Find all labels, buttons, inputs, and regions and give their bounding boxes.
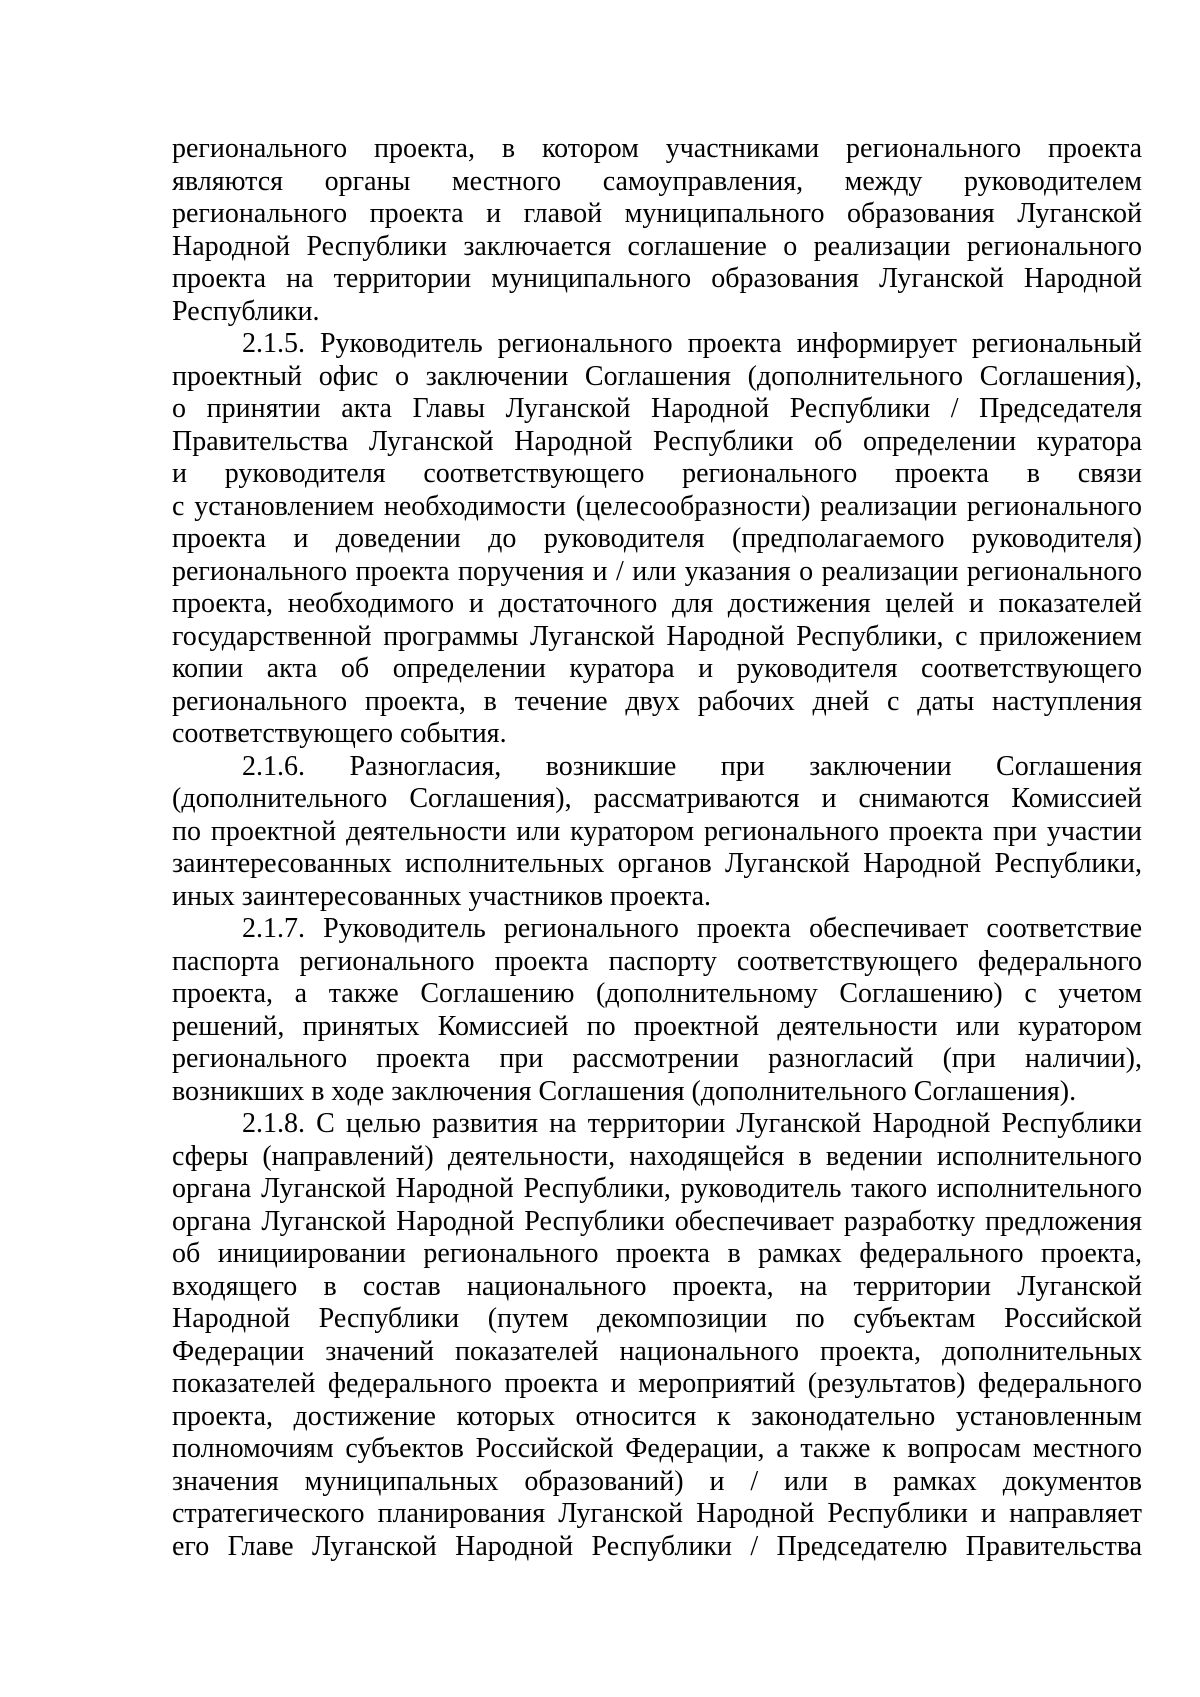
text-line: иных заинтересованных участников проекта. — [172, 880, 712, 912]
text-line: с установлением необходимости (целесообразности) реализации регионального — [172, 490, 1142, 522]
text-line: органа Луганской Народной Республики, руководитель такого исполнительного — [172, 1173, 1142, 1204]
text-line: по проектной деятельности или куратором регионального проекта при участии — [172, 815, 1142, 847]
text-line: 2.1.6. Разногласия, возникшие при заключении Соглашения — [242, 750, 1142, 782]
text-line: регионального проекта и главой муниципального образования Луганской — [172, 198, 1142, 229]
text-line: государственной программы Луганской Народной Республики, с приложением — [172, 620, 1142, 652]
text-line: полномочиям субъектов Российской Федерации, а также к вопросам местного — [172, 1433, 1142, 1464]
text-line: проекта, достижение которых относится к законодательно установленным — [172, 1400, 1142, 1432]
text-line: являются органы местного самоуправления, между руководителем — [172, 165, 1142, 197]
text-line: Народной Республики заключается соглашение о реализации регионального — [172, 230, 1142, 262]
text-line: соответствующего события. — [172, 718, 507, 749]
paragraph-2-1-6 — [172, 751, 1142, 914]
text-line: паспорта регионального проекта паспорту соответствующего федерального — [172, 945, 1142, 977]
text-line: заинтересованных исполнительных органов Луганской Народной Республики, — [172, 848, 1142, 879]
text-line: органа Луганской Народной Республики обеспечивает разработку предложения — [172, 1205, 1142, 1237]
text-line: 2.1.5. Руководитель регионального проекта информирует региональный — [242, 328, 1142, 359]
text-line: Республики. — [172, 295, 320, 327]
text-line: регионального проекта при рассмотрении разногласий (при наличии), — [172, 1043, 1142, 1074]
text-line: Правительства Луганской Народной Республики об определении куратора — [172, 425, 1142, 457]
text-line: проекта, а также Соглашению (дополнительному Соглашению) с учетом — [172, 978, 1142, 1009]
paragraph-2-1-7 — [172, 913, 1142, 1108]
text-line: Народной Республики (путем декомпозиции по субъектам Российской — [172, 1303, 1142, 1334]
text-line: решений, принятых Комиссией по проектной деятельности или куратором — [172, 1010, 1142, 1042]
text-line: 2.1.8. С целью развития на территории Луганской Народной Республики — [242, 1108, 1142, 1139]
text-line: его Главе Луганской Народной Республики / Председателю Правительства — [172, 1530, 1142, 1562]
paragraph-2-1-8 — [172, 1108, 1142, 1563]
paragraph-2-1-5 — [172, 328, 1142, 751]
text-line: сферы (направлений) деятельности, находящейся в ведении исполнительного — [172, 1140, 1142, 1172]
text-line: об инициировании регионального проекта в рамках федерального проекта, — [172, 1238, 1142, 1269]
text-line: регионального проекта, в течение двух рабочих дней с даты наступления — [172, 685, 1142, 717]
text-line: копии акта об определении куратора и руководителя соответствующего — [172, 653, 1142, 684]
text-line: регионального проекта, в котором участниками регионального проекта — [172, 133, 1142, 164]
text-line: входящего в состав национального проекта, на территории Луганской — [172, 1270, 1142, 1302]
text-line: значения муниципальных образований) и / или в рамках документов — [172, 1465, 1142, 1497]
text-line: проекта, необходимого и достаточного для достижения целей и показателей — [172, 588, 1142, 619]
text-line: 2.1.7. Руководитель регионального проекта обеспечивает соответствие — [242, 913, 1142, 944]
text-line: и руководителя соответствующего регионального проекта в связи — [172, 458, 1142, 489]
text-line: Федерации значений показателей национального проекта, дополнительных — [172, 1335, 1142, 1367]
text-line: о принятии акта Главы Луганской Народной Республики / Председателя — [172, 393, 1142, 424]
document-page — [172, 133, 1142, 1563]
text-line: проекта и доведении до руководителя (предполагаемого руководителя) — [172, 523, 1142, 554]
text-line: (дополнительного Соглашения), рассматриваются и снимаются Комиссией — [172, 783, 1142, 814]
paragraph-continuation — [172, 133, 1142, 328]
text-line: проектный офис о заключении Соглашения (дополнительного Соглашения), — [172, 360, 1142, 392]
text-line: стратегического планирования Луганской Народной Республики и направляет — [172, 1498, 1142, 1529]
text-line: регионального проекта поручения и / или указания о реализации регионального — [172, 555, 1142, 587]
text-line: проекта на территории муниципального образования Луганской Народной — [172, 263, 1142, 294]
text-line: показателей федерального проекта и мероприятий (результатов) федерального — [172, 1368, 1142, 1399]
text-line: возникших в ходе заключения Соглашения (дополнительного Соглашения). — [172, 1075, 1077, 1107]
